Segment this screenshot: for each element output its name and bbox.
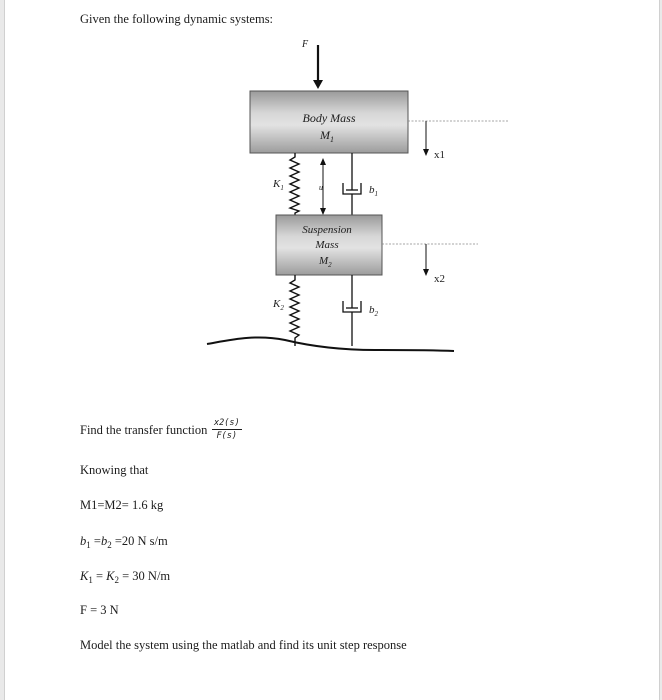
damping-values: $b_1 =b_2 =20$ N s/m	[80, 534, 168, 550]
tf-denominator: F(s)	[216, 431, 238, 441]
body-mass-symbol: $M_1$	[320, 128, 334, 144]
force-arrow	[313, 45, 323, 89]
x1-label: x1	[434, 149, 445, 161]
damper-b1	[343, 153, 361, 215]
damper-b2-label: $b_2$	[369, 304, 378, 318]
force-label: F	[302, 39, 309, 50]
intro-text: Given the following dynamic systems:	[80, 12, 274, 26]
damper-b2	[343, 275, 361, 346]
suspension-mass-symbol: $M_2$	[319, 255, 332, 269]
suspension-mass-label-2: Mass	[315, 239, 339, 251]
tf-numerator: x2(s)	[214, 418, 240, 428]
x1-arrow	[423, 121, 429, 156]
spring-values: $K_1 = K_2 = 30$ N/m	[80, 569, 171, 585]
ground-line	[207, 337, 454, 351]
transfer-function-fraction	[212, 418, 242, 441]
knowing-that-text: Knowing that	[80, 463, 149, 477]
force-value: F = 3 N	[80, 603, 119, 617]
mass-values: M1=M2= 1.6 kg	[80, 498, 164, 512]
spring-k2	[290, 275, 299, 346]
spring-k1-label: $K_1$	[273, 178, 284, 192]
actuator-u-label: u	[319, 183, 323, 192]
task-text: Model the system using the matlab and find its unit step response	[80, 638, 407, 652]
find-transfer-function-text: Find the transfer function	[80, 423, 208, 437]
suspension-mass-label-1: Suspension	[302, 224, 352, 236]
x2-label: x2	[434, 273, 445, 285]
body-mass-label: Body Mass	[302, 111, 356, 125]
spring-k1	[290, 153, 299, 215]
damper-b1-label: $b_1$	[369, 184, 378, 198]
x2-arrow	[423, 244, 429, 276]
spring-k2-label: $K_2$	[273, 298, 284, 312]
